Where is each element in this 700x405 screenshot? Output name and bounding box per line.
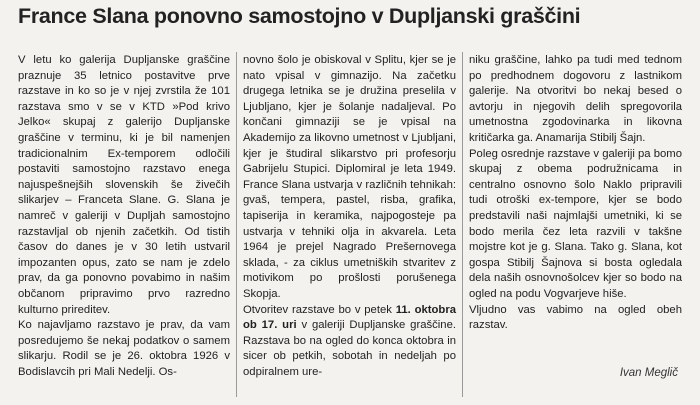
opening-date-bold: 11. oktobra ob 17. uri [243, 303, 456, 332]
article-column-2 [243, 53, 456, 380]
paragraph-text: Otvoritev razstave bo v petek [243, 303, 396, 316]
paragraph: V letu ko galerija Dupljanske graščine praznuje 35 letnico postavitve prve razstave in ko so je v njej zvrstila že 101 razstava smo v se v KTD »Pod krivo Jelko« skupaj z galerijo Dupljanske graščine v terminu, ki je bil namenjen tradicionalnim Ex-temporem odločili postaviti samostojno razstavo enega najuspešnejših slovenskih še živečih slikarjev – Franceta Slane. G. Slana je namreč v galeriji v Dupljah samostojno razstavljal ob njenih začetkih. Od tistih časov do danes je v 30 letih ustvaril impozanten opus, zato se nam je zdelo prav, da ga ponovno povabimo in našim občanom pripravimo prvo razredno kulturno prireditev. [18, 54, 230, 316]
paragraph [243, 303, 456, 381]
paragraph: Poleg osrednje razstave v galeriji pa bomo skupaj z obema podružnicama in centralno osnovno šolo Naklo pripravili tudi otroški ex-tempore, kjer se bodo predstavili naši najmlajši umetniki, ki se bodo merila čez leta razvili v takšne mojstre kot je g. Slana. Tako g. Slana, kot gospa Stibilj Šajnova si bosta ogledala dela naših osnovnošolcev kjer so bodo na ogled na podu Vogvarjeve hiše. [469, 147, 682, 300]
column-divider [236, 52, 237, 397]
article-title: France Slana ponovno samostojno v Dupljanski graščini [18, 4, 581, 28]
paragraph: novno šolo je obiskoval v Splitu, kjer se je nato vpisal v gimnazijo. Na začetku drugega letnika se je družina preselila v Ljubljano, kjer je šolanje nadaljeval. Po končani gimnaziji se je vpisal na Akademijo za likovno umetnost v Ljubljani, kjer je študiral slikarstvo pri profesorju Gabrijelu Stupici. Diplomiral je leta 1949. France Slana ustvarja v različnih tehnikah: gvaš, tempera, pastel, risba, grafika, tapiserija in keramika, najpogosteje pa ustvarja v tehniki olja in akvarela. Leta 1964 je prejel Nagrado Prešernovega sklada, - za ciklus umetniških stvaritev z motivikom po prošlosti porušenega Skopja. [243, 54, 456, 300]
column-divider [462, 52, 463, 397]
paragraph-text: v galeriji Dupljanske graščine. Razstava bo na ogled do konca oktobra in sicer ob petkih, sobotah in nedeljah po odpiralnem ure- [243, 319, 456, 378]
paragraph: niku graščine, lahko pa tudi med tednom po predhodnem dogovoru z lastnikom galerije. Na otvoritvi bo nekaj besed o avtorju in njegovih delih spregovorila umetnostna zgodovinarka in likovna kritičarka ga. Anamarija Stibilj Šajn. [469, 54, 682, 144]
author-byline: Ivan Meglič [619, 367, 678, 379]
paragraph: Vljudno vas vabimo na ogled obeh razstav. [469, 303, 682, 332]
article-column-3 [469, 53, 682, 334]
paragraph: Ko najavljamo razstavo je prav, da vam posredujemo še nekaj podatkov o samem slikarju. Rodil se je 26. oktobra 1926 v Bodislavcih pri Mali Nedelji. Os- [18, 319, 230, 378]
article-column-1 [18, 53, 230, 380]
